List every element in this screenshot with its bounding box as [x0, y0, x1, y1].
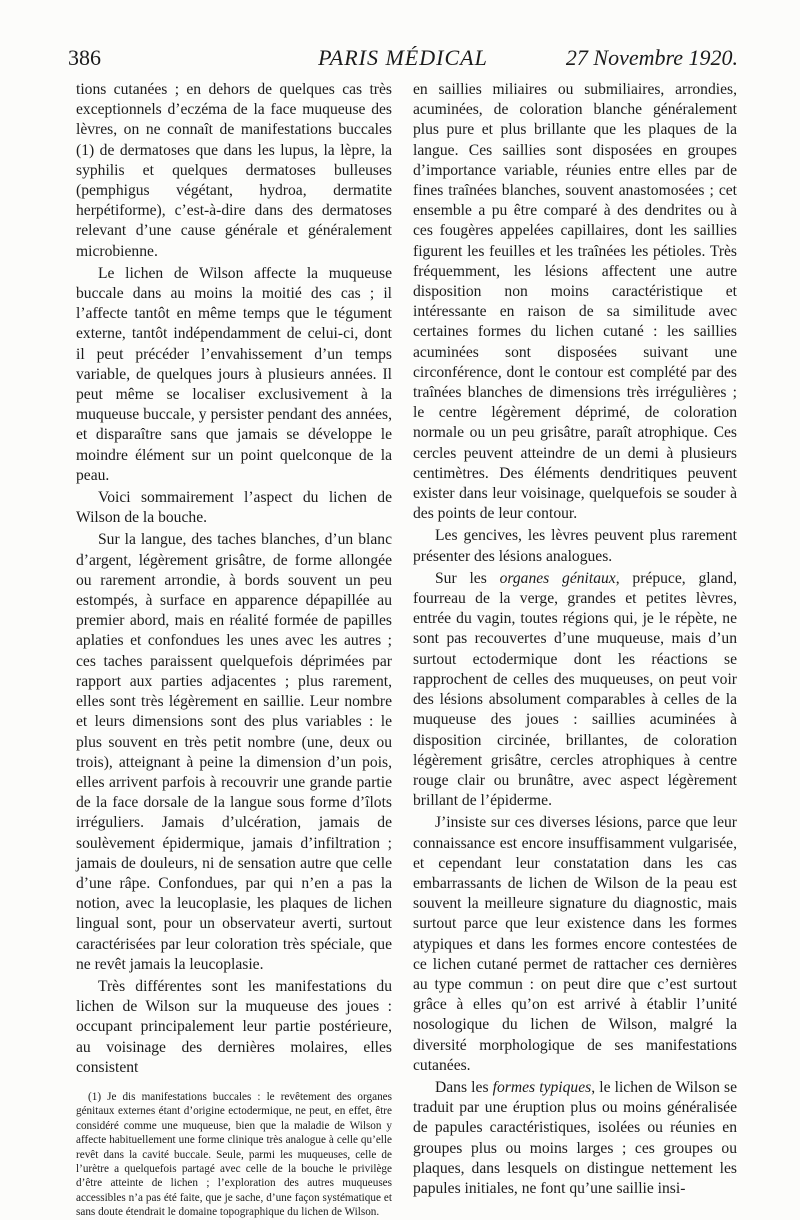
left-column — [76, 80, 392, 1220]
paragraph: Voici sommairement l’aspect du lichen de Wilson de la bouche. — [76, 489, 392, 527]
text-run: , le lichen de Wilson se traduit par une éruption plus ou moins généralisée de papules caractéristiques, isolées ou réunies en groupes plus ou moins larges ; ces groupes ou plaques, dans lesquels on distingue nettement les papules initiales, ne font qu’une saillie insi- — [413, 1078, 738, 1197]
paragraph: Très différentes sont les manifestations du lichen de Wilson sur la muqueuse des joues : occupant principalement leur partie postérieure, au voisinage des dernières molaires, elles consistent — [76, 977, 392, 1076]
footnote: (1) Je dis manifestations buccales : le revêtement des organes génitaux externes étant d’origine ectodermique, ne peut, en effet, être considéré comme une muqueuse, bien que la maladie de Wilson y affecte habituellement une forme clinique très analogue à celle qu’elle revêt dans la cavité buccale. Seule, parmi les muqueuses, celle de l’urètre a quelquefois partagé avec celle de la bouche le privilège d’être atteinte de lichen ; l’exploration des autres muqueuses accessibles n’a pas été faite, que je sache, d’une façon systématique et sans doute étendrait le domaine topographique du lichen de Wilson. — [76, 1090, 392, 1219]
text-run: , prépuce, gland, fourreau de la verge, grandes et petites lèvres, entrée du vagin, toutes régions qui, je le répète, ne sont pas recouvertes d’une muqueuse, mais d’un surtout ectodermique dont les réactions se rapprochent de celles des muqueuses, on peut voir des lésions absolument comparables à celles de la muqueuse des joues : saillies acuminées à disposition circinée, brillantes, de coloration légèrement grisâtre, cercles atrophiques à centre rouge clair ou brunâtre, avec aspect légèrement brillant de l’épiderme. — [413, 569, 738, 810]
italic-term: organes génitaux — [499, 569, 616, 587]
paragraph: tions cutanées ; en dehors de quelques cas très exceptionnels d’eczéma de la face muqueuse des lèvres, on ne connaît de manifestations buccales (1) de dermatoses que dans les lupus, la lèpre, la syphilis et quelques dermatoses bulleuses (pemphigus végétant, hydroa, dermatite herpétiforme), c’est-à-dire dans des dermatoses relevant d’une cause générale et généralement microbienne. — [76, 81, 392, 260]
text-run: Dans les — [435, 1078, 493, 1096]
paragraph: en saillies miliaires ou submiliaires, arrondies, acuminées, de coloration blanche généralement plus pure et plus brillante que les plaques de la langue. Ces saillies sont disposées en groupes d’importance variable, réunies entre elles par de fines traînées blanches, souvent anastomosées ; cet ensemble a pu être comparé à des dendrites ou à ces fougères appelées capillaires, dont les saillies figurent les feuilles et les traînées les pétioles. Très fréquemment, les lésions affectent une autre disposition non moins caractéristique et intéressante en raison de sa similitude avec certaines formes du lichen cutané : les saillies acuminées sont disposées suivant une circonférence, dont le contour est complété par des traînées blanches de dimensions très irrégulières ; le centre légèrement déprimé, de coloration normale ou un peu grisâtre, paraît atrophique. Ces cercles peuvent atteindre de un demi à plusieurs centimètres. Des éléments dendritiques peuvent exister dans leur voisinage, quelquefois se souder à des points de leur contour. — [413, 81, 737, 523]
paragraph: Le lichen de Wilson affecte la muqueuse buccale dans au moins la moitié des cas ; il l’affecte tantôt en même temps que le tégument externe, tantôt indépendamment de celui-ci, dont il peut précéder l’envahissement d’un temps variable, de quelques jours à plusieurs années. Il peut même se localiser exclusivement à la muqueuse buccale, y persister pendant des années, et disparaître sans que jamais se développe le moindre élément sur un point quelconque de la peau. — [76, 264, 392, 484]
paragraph — [413, 569, 737, 811]
paragraph: J’insiste sur ces diverses lésions, parce que leur connaissance est encore insuffisamment vulgarisée, et cependant leur constatation dans les cas embarrassants de lichen de Wilson de la peau est souvent la meilleure signature du diagnostic, mais surtout parce que leur existence dans les formes atypiques et dans les formes encore contestées de ce lichen cutané permet de rattacher ces dernières au type commun : on peut dire que c’est surtout grâce à elles qu’on est arrivé à établir l’unité nosologique du lichen de Wilson, malgré la diversité morphologique de ses manifestations cutanées. — [413, 814, 737, 1074]
issue-date: 27 Novembre 1920. — [565, 45, 738, 70]
journal-title: PARIS MÉDICAL — [318, 45, 488, 70]
paragraph: Les gencives, les lèvres peuvent plus rarement présenter des lésions analogues. — [413, 527, 737, 565]
italic-term: formes typiques — [492, 1078, 592, 1096]
page-header — [68, 45, 738, 73]
paragraph — [413, 1078, 737, 1199]
right-column — [413, 80, 737, 1199]
page-number: 386 — [68, 45, 101, 70]
text-run: Sur les — [435, 569, 500, 587]
paragraph: Sur la langue, des taches blanches, d’un blanc d’argent, légèrement grisâtre, de forme allongée ou rarement arrondie, à bords souvent un peu estompés, à surface en apparence dépapillée au premier abord, mais en réalité formée de papilles aplaties et confondues les unes avec les autres ; ces taches paraissent quelquefois déprimées par rapport aux parties adjacentes ; plus rarement, elles sont très légèrement en saillie. Leur nombre et leurs dimensions sont des plus variables : le plus souvent en très petit nombre (une, deux ou trois), atteignant à peine la dimension d’un pois, elles arrivent parfois à recouvrir une grande partie de la face dorsale de la langue sous forme d’îlots irréguliers. Jamais d’ulcération, jamais de soulèvement épidermique, jamais d’infiltration ; jamais de douleurs, ni de sensation autre que celle d’une râpe. Confondues, par qui n’en a pas la notion, avec la leucoplasie, les plaques de lichen lingual sont, pour un observateur averti, surtout caractérisées par leur coloration très spéciale, que ne revêt jamais la leucoplasie. — [76, 531, 392, 973]
